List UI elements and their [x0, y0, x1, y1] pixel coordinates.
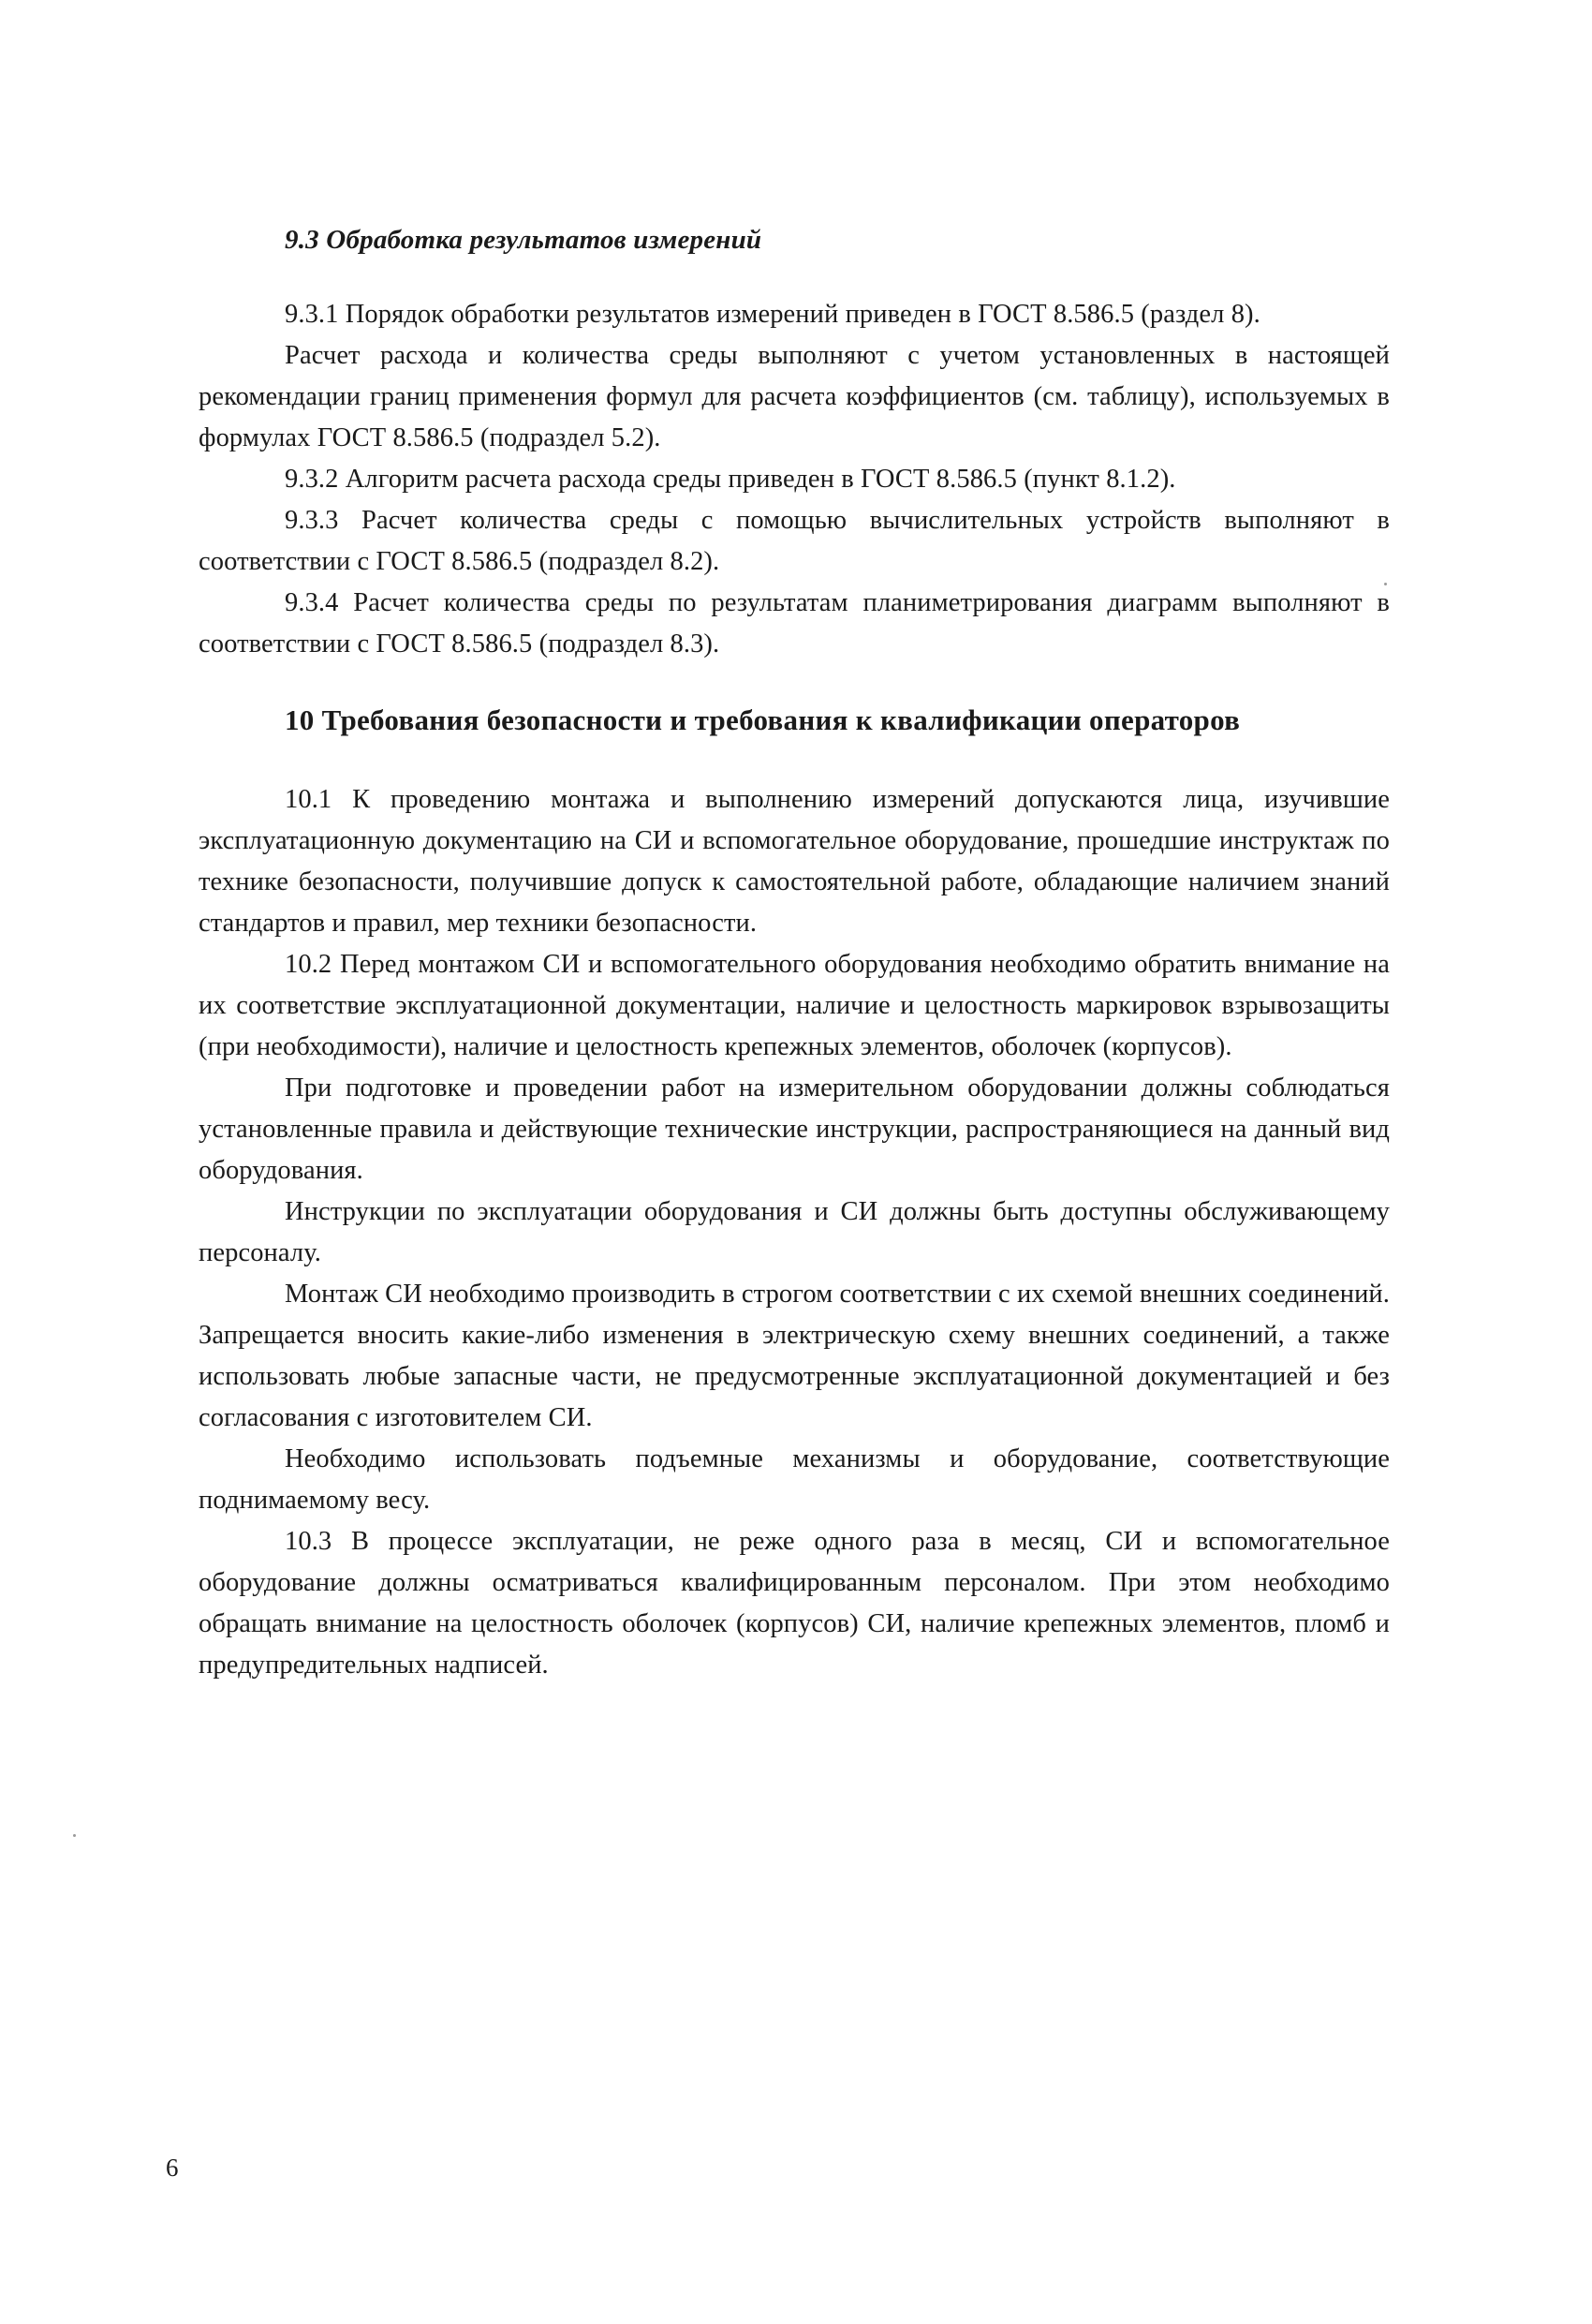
paragraph-10-2-lifting: Необходимо использовать подъемные механизмы и оборудование, соответствующие поднимаемому весу.	[199, 1444, 1390, 1515]
page-number: 6	[166, 2154, 179, 2182]
paragraph-10-1: 10.1 К проведению монтажа и выполнению измерений допускаются лица, изучившие эксплуатационную документацию на СИ и вспомогательное оборудование, прошедшие инструктаж по технике безопасности, получившие допуск к самостоятельной работе, обладающие наличием знаний стандартов и правил, мер техники безопасности.	[199, 785, 1390, 938]
section-9-3-heading: 9.3 Обработка результатов измерений	[285, 225, 762, 255]
scan-speck	[1384, 583, 1387, 585]
paragraph-9-3-3: 9.3.3 Расчет количества среды с помощью вычислительных устройств выполняют в соответствии с ГОСТ 8.586.5 (подраздел 8.2).	[199, 506, 1390, 576]
scan-speck	[73, 1834, 76, 1837]
paragraph-9-3-1-cont: Расчет расхода и количества среды выполняют с учетом установленных в настоящей рекомендации границ применения формул для расчета коэффициентов (см. таблицу), используемых в формулах ГОСТ 8.586.5 (подраздел 5.2).	[199, 341, 1390, 452]
paragraph-10-2-installation: Монтаж СИ необходимо производить в строгом соответствии с их схемой внешних соединений. Запрещается вносить какие-либо изменения в электрическую схему внешних соединений, а также использовать любые запасные части, не предусмотренные эксплуатационной документацией и без согласования с изготовителем СИ.	[199, 1280, 1390, 1432]
section-10-heading: 10 Требования безопасности и требования к квалификации операторов	[285, 703, 1241, 736]
paragraph-10-2-preparation: При подготовке и проведении работ на измерительном оборудовании должны соблюдаться установленные правила и действующие технические инструкции, распространяющиеся на данный вид оборудования.	[199, 1073, 1390, 1185]
paragraph-9-3-4: 9.3.4 Расчет количества среды по результатам планиметрирования диаграмм выполняют в соответствии с ГОСТ 8.586.5 (подраздел 8.3).	[199, 588, 1390, 659]
page-content	[199, 221, 1390, 1686]
paragraph-9-3-1: 9.3.1 Порядок обработки результатов измерений приведен в ГОСТ 8.586.5 (раздел 8).	[285, 300, 1260, 329]
paragraph-10-3: 10.3 В процессе эксплуатации, не реже одного раза в месяц, СИ и вспомогательное оборудование должны осматриваться квалифицированным персоналом. При этом необходимо обращать внимание на целостность оболочек (корпусов) СИ, наличие крепежных элементов, пломб и предупредительных надписей.	[199, 1527, 1390, 1680]
paragraph-10-2: 10.2 Перед монтажом СИ и вспомогательного оборудования необходимо обратить внимание на их соответствие эксплуатационной документации, наличие и целостность маркировок взрывозащиты (при необходимости), наличие и целостность крепежных элементов, оболочек (корпусов).	[199, 950, 1390, 1061]
paragraph-10-2-instructions: Инструкции по эксплуатации оборудования и СИ должны быть доступны обслуживающему персоналу.	[199, 1197, 1390, 1267]
paragraph-9-3-2: 9.3.2 Алгоритм расчета расхода среды приведен в ГОСТ 8.586.5 (пункт 8.1.2).	[285, 465, 1176, 494]
